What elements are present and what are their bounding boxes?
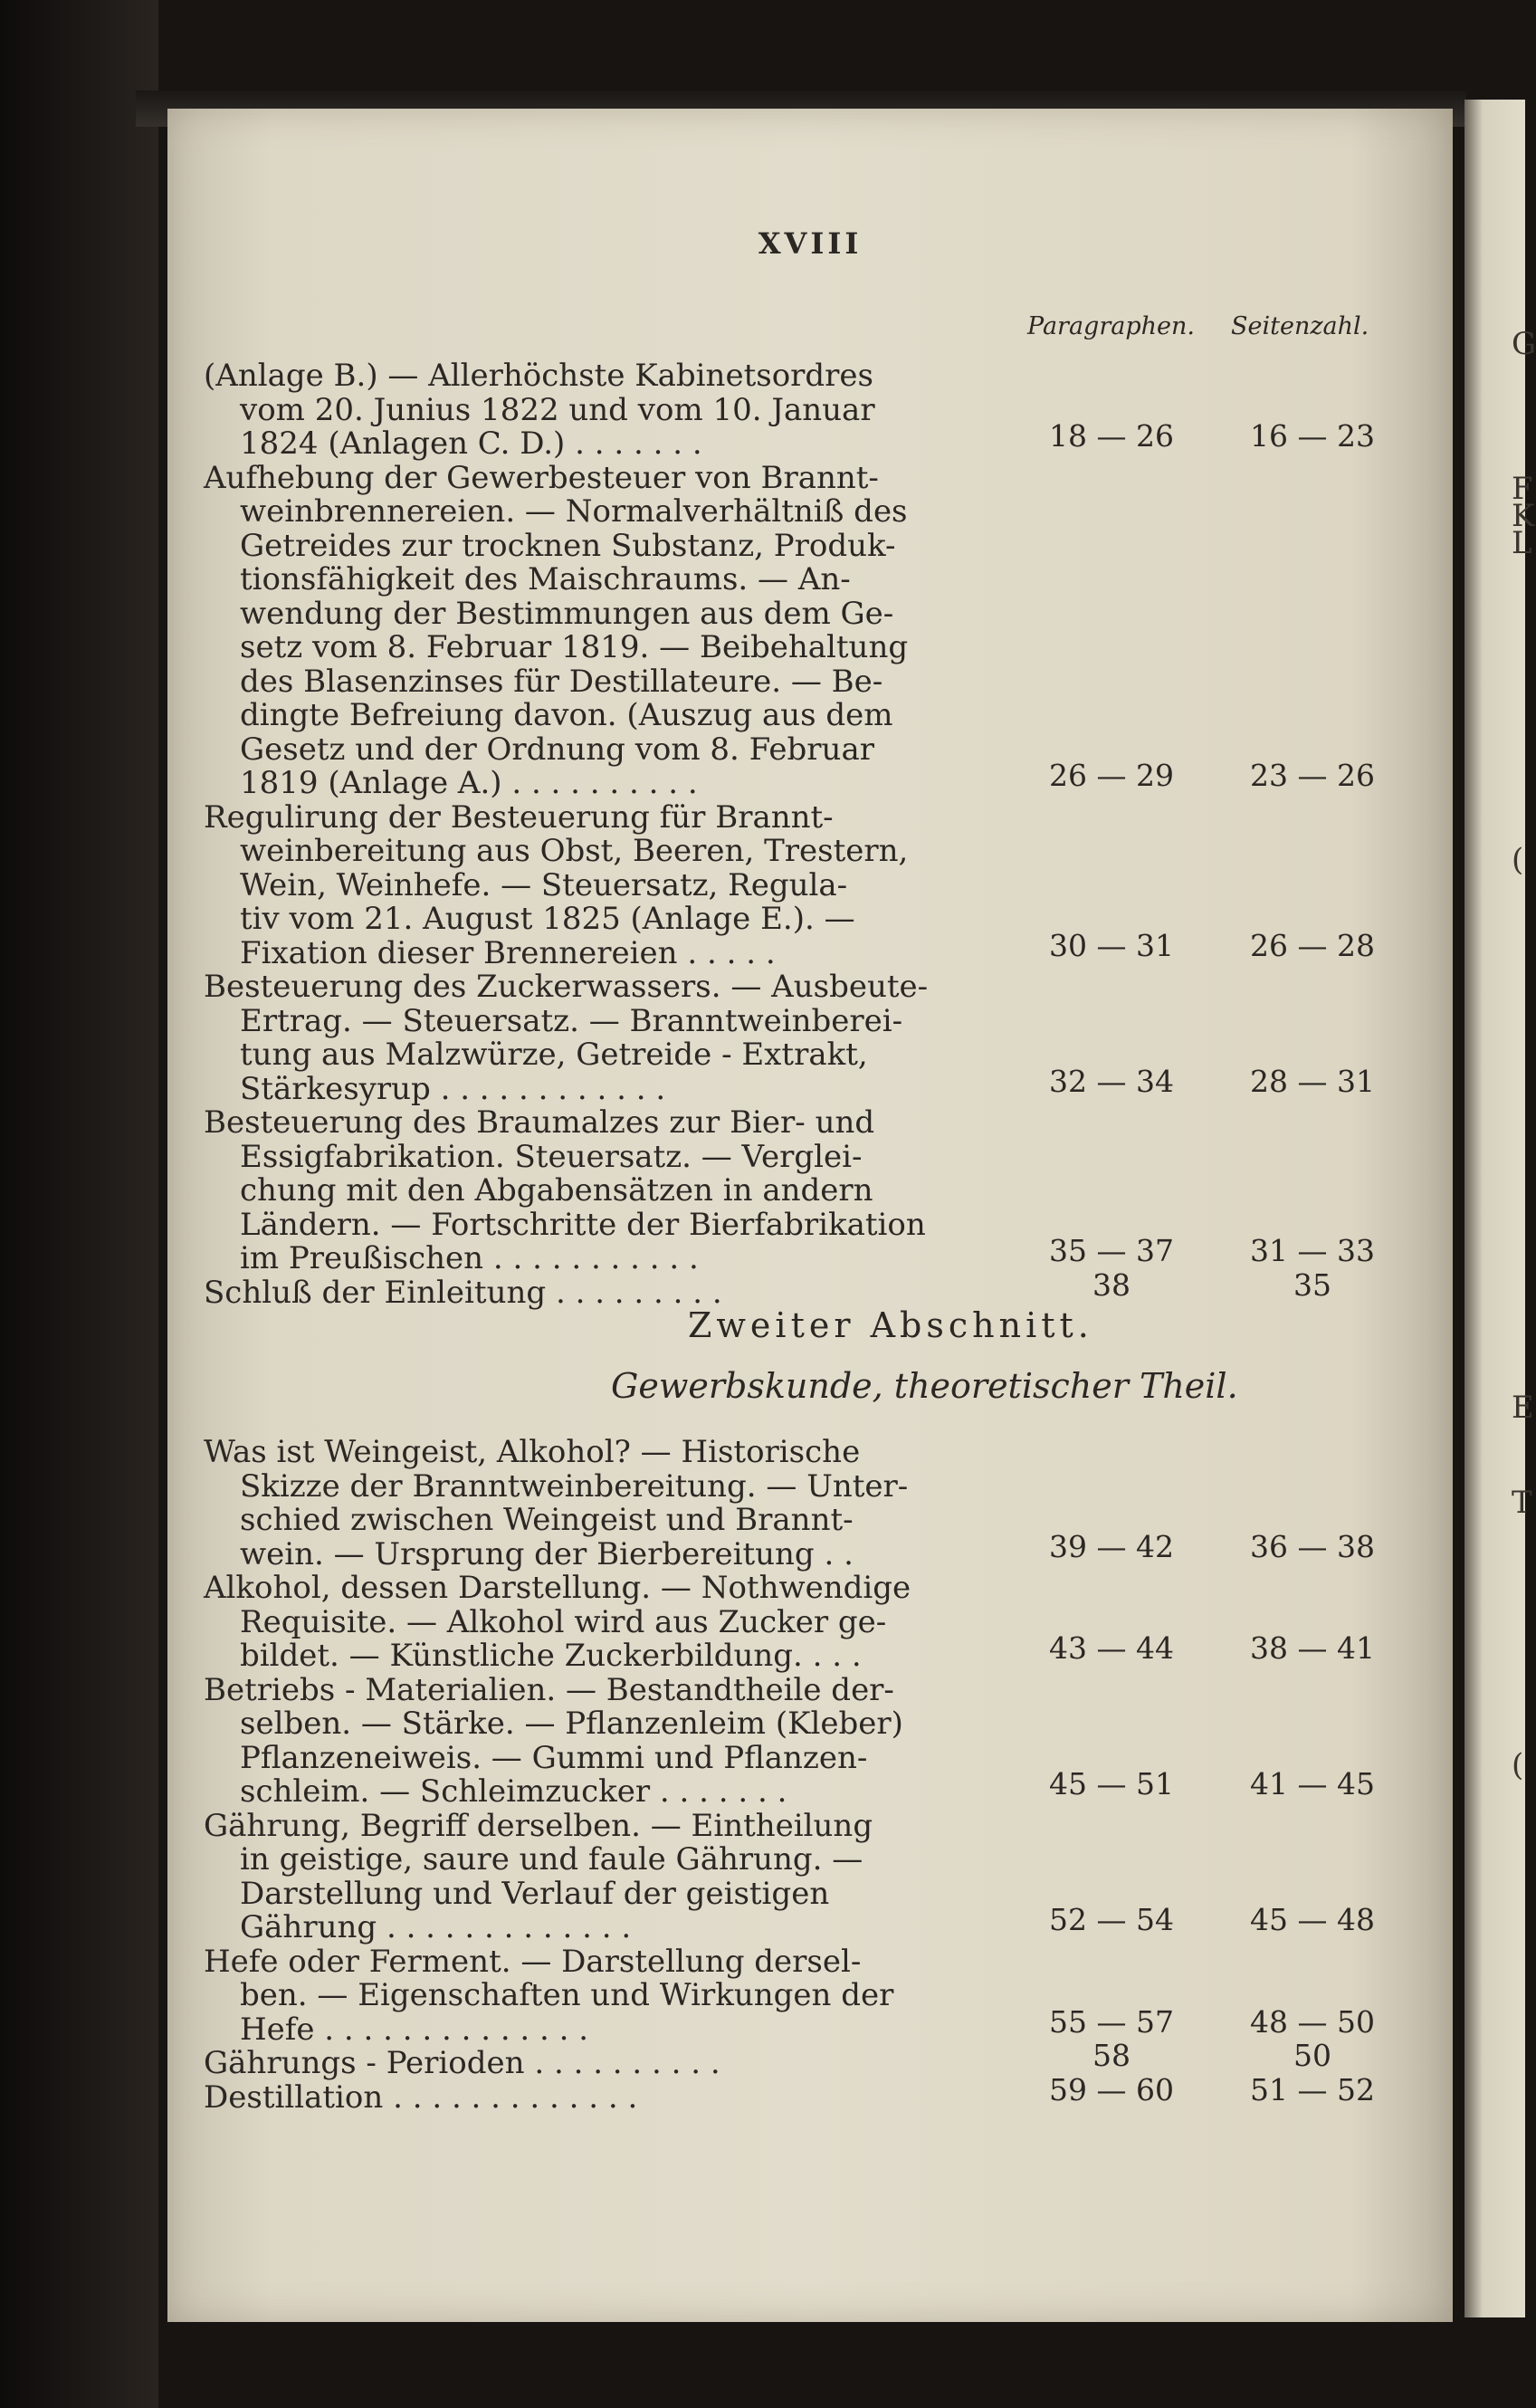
section-subtitle: Gewerbskunde, theoretischer Theil.	[611, 1366, 1238, 1406]
toc-entry-line: dingte Befreiung davon. (Auszug aus dem	[240, 697, 893, 733]
page-range: 41 — 45	[1250, 1766, 1375, 1801]
toc-entry-line: tiv vom 21. August 1825 (Anlage E.). —	[240, 901, 855, 937]
facing-page-fragment: T	[1512, 1485, 1532, 1521]
page-range: 28 — 31	[1250, 1063, 1375, 1099]
toc-entry-line: 1824 (Anlagen C. D.) . . . . . . .	[240, 425, 702, 462]
toc-entry-line: Gährung . . . . . . . . . . . . .	[240, 1909, 632, 1945]
facing-page-edge	[1464, 100, 1525, 2317]
toc-entry-line: schleim. — Schleimzucker . . . . . . .	[240, 1773, 787, 1810]
toc-entry-line: Destillation . . . . . . . . . . . . .	[204, 2078, 638, 2116]
toc-entry-line: Ländern. — Fortschritte der Bierfabrikation	[240, 1206, 926, 1243]
toc-entry-line: Gährungs - Perioden . . . . . . . . . .	[204, 2045, 720, 2081]
section-title: Zweiter Abschnitt.	[688, 1305, 1093, 1345]
page-range: 45 — 48	[1250, 1902, 1375, 1937]
column-header-paragraphs: Paragraphen.	[1027, 312, 1195, 340]
paragraph-range: 45 — 51	[1049, 1766, 1174, 1801]
toc-entry-line: tung aus Malzwürze, Getreide - Extrakt,	[240, 1037, 868, 1073]
toc-entry-line: Was ist Weingeist, Alkohol? — Historische	[204, 1434, 861, 1470]
facing-page-fragment: (	[1512, 842, 1524, 878]
toc-entry-line: Schluß der Einleitung . . . . . . . . .	[204, 1274, 722, 1311]
toc-entry-line: Gesetz und der Ordnung vom 8. Februar	[240, 731, 874, 768]
paragraph-range: 35 — 37	[1049, 1233, 1174, 1268]
paragraph-range: 30 — 31	[1049, 927, 1174, 963]
paragraph-range: 39 — 42	[1049, 1528, 1174, 1564]
page-range: 35	[1293, 1266, 1331, 1303]
toc-entry-line: Aufhebung der Gewerbesteuer von Brannt-	[204, 459, 879, 496]
page-range: 31 — 33	[1250, 1233, 1375, 1268]
toc-entry-line: Hefe . . . . . . . . . . . . . .	[240, 2011, 589, 2048]
facing-page-fragment: K	[1512, 498, 1535, 534]
toc-entry-line: im Preußischen . . . . . . . . . . .	[240, 1240, 699, 1276]
toc-entry-line: Regulirung der Besteuerung für Brannt-	[204, 798, 834, 836]
toc-entry-line: tionsfähigkeit des Maischraums. — An-	[240, 561, 851, 597]
toc-entry-line: Getreides zur trocknen Substanz, Produk-	[240, 527, 896, 564]
book-page	[167, 109, 1453, 2322]
toc-entry-line: bildet. — Künstliche Zuckerbildung. . . .	[240, 1638, 862, 1674]
toc-entry-line: ben. — Eigenschaften und Wirkungen der	[240, 1977, 894, 2013]
page-range: 23 — 26	[1250, 758, 1375, 793]
page-range: 51 — 52	[1250, 2071, 1375, 2107]
toc-entry-line: (Anlage B.) — Allerhöchste Kabinetsordres	[204, 358, 873, 394]
page-range: 48 — 50	[1250, 2003, 1375, 2040]
facing-page-fragment: F	[1512, 471, 1533, 507]
paragraph-range: 58	[1092, 2038, 1131, 2073]
toc-entry-line: selben. — Stärke. — Pflanzenleim (Kleber)	[240, 1706, 903, 1742]
toc-entry-line: des Blasenzinses für Destillateure. — Be-	[240, 663, 883, 700]
facing-page-fragment: L	[1512, 525, 1532, 561]
book-binding	[0, 0, 158, 2408]
paragraph-range: 59 — 60	[1049, 2071, 1174, 2107]
page-number: XVIII	[758, 226, 863, 261]
toc-entry-line: Ertrag. — Steuersatz. — Branntweinberei-	[240, 1002, 903, 1039]
paragraph-range: 52 — 54	[1049, 1902, 1174, 1937]
toc-entry-line: Besteuerung des Braumalzes zur Bier- und	[204, 1104, 875, 1141]
toc-entry-line: Fixation dieser Brennereien . . . . .	[240, 934, 776, 971]
toc-entry-line: Alkohol, dessen Darstellung. — Nothwendige	[204, 1570, 911, 1606]
toc-entry-line: Darstellung und Verlauf der geistigen	[240, 1875, 830, 1912]
toc-entry-line: schied zwischen Weingeist und Brannt-	[240, 1502, 854, 1538]
toc-entry-line: wendung der Bestimmungen aus dem Ge-	[240, 595, 894, 632]
toc-entry-line: Besteuerung des Zuckerwassers. — Ausbeute-	[204, 969, 929, 1005]
paragraph-range: 38	[1092, 1266, 1131, 1303]
toc-entry-line: in geistige, saure und faule Gährung. —	[240, 1841, 863, 1878]
column-header-pages: Seitenzahl.	[1231, 312, 1369, 340]
toc-entry-line: vom 20. Junius 1822 und vom 10. Januar	[240, 391, 875, 428]
facing-page-fragment: G	[1512, 326, 1536, 362]
page-range: 36 — 38	[1250, 1528, 1375, 1564]
page-range: 16 — 23	[1250, 418, 1375, 454]
paragraph-range: 55 — 57	[1049, 2003, 1174, 2040]
page-range: 50	[1293, 2038, 1331, 2073]
facing-page-fragment: E	[1512, 1390, 1534, 1426]
toc-entry-line: setz vom 8. Februar 1819. — Beibehaltung	[240, 629, 909, 665]
paragraph-range: 32 — 34	[1049, 1063, 1174, 1099]
toc-entry-line: Pflanzeneiweis. — Gummi und Pflanzen-	[240, 1739, 868, 1776]
facing-page-fragment: (	[1512, 1747, 1524, 1783]
paragraph-range: 26 — 29	[1049, 758, 1174, 793]
toc-entry-line: Hefe oder Ferment. — Darstellung dersel-	[204, 1943, 862, 1980]
toc-entry-line: Wein, Weinhefe. — Steuersatz, Regula-	[240, 866, 848, 903]
toc-entry-line: wein. — Ursprung der Bierbereitung . .	[240, 1535, 854, 1572]
toc-entry-line: Essigfabrikation. Steuersatz. — Verglei-	[240, 1138, 863, 1175]
toc-entry-line: Betriebs - Materialien. — Bestandtheile der-	[204, 1671, 894, 1708]
paragraph-range: 18 — 26	[1049, 418, 1174, 454]
toc-entry-line: Requisite. — Alkohol wird aus Zucker ge-	[240, 1603, 887, 1640]
toc-entry-line: Skizze der Branntweinbereitung. — Unter-	[240, 1467, 909, 1505]
toc-entry-line: weinbereitung aus Obst, Beeren, Trestern,	[240, 833, 909, 869]
toc-entry-line: Gährung, Begriff derselben. — Eintheilung	[204, 1807, 873, 1844]
toc-entry-line: 1819 (Anlage A.) . . . . . . . . . .	[240, 765, 698, 801]
page-range: 38 — 41	[1250, 1630, 1375, 1666]
toc-entry-line: Stärkesyrup . . . . . . . . . . . .	[240, 1070, 666, 1107]
page-range: 26 — 28	[1250, 927, 1375, 963]
paragraph-range: 43 — 44	[1049, 1630, 1174, 1666]
toc-entry-line: chung mit den Abgabensätzen in andern	[240, 1172, 873, 1209]
toc-entry-line: weinbrennereien. — Normalverhältniß des	[240, 493, 908, 530]
